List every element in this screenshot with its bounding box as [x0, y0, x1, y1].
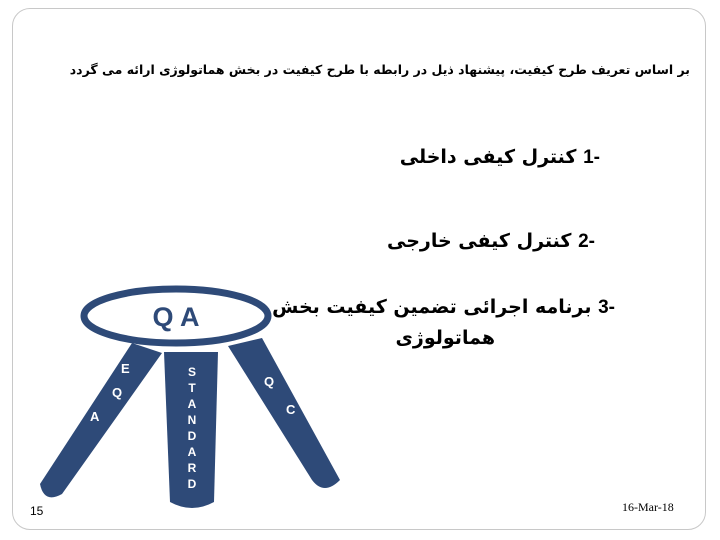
right-leg-letter: Q [264, 374, 275, 389]
item-text-line2: هماتولوژی [395, 327, 495, 349]
center-leg-letter: D [187, 477, 197, 491]
stool-right-leg [228, 338, 340, 488]
stool-seat-label: Q A [152, 302, 200, 332]
slide-number: 15 [30, 504, 44, 518]
item-text: کنترل کیفی خارجی [386, 230, 572, 252]
slide-date: 16-Mar-18 [622, 500, 674, 514]
item-text: برنامه اجرائی تضمین کیفیت بخش [272, 296, 592, 318]
left-leg-letter: E [121, 361, 130, 376]
center-leg-letter: T [188, 381, 196, 395]
center-leg-letter: R [187, 461, 197, 475]
center-leg-letter: S [187, 365, 197, 379]
item-number: -2 [578, 231, 595, 252]
center-leg-letter: A [187, 445, 197, 459]
item-text: کنترل کیفی داخلی [399, 146, 577, 168]
right-leg-letter: C [286, 402, 296, 417]
center-leg-letter: N [187, 413, 197, 427]
left-leg-letter: A [90, 409, 100, 424]
center-leg-letter: D [187, 429, 197, 443]
slide-intro-text: بر اساس تعریف طرح کیفیت، پیشنهاد ذیل در رابطه با طرح کیفیت در بخش هماتولوژی ارائه می گردد [69, 62, 690, 77]
left-leg-letter: Q [112, 385, 123, 400]
item-number: -1 [583, 147, 600, 168]
stool-left-leg [40, 343, 162, 497]
center-leg-letter: A [187, 397, 197, 411]
item-number: -3 [598, 297, 615, 318]
